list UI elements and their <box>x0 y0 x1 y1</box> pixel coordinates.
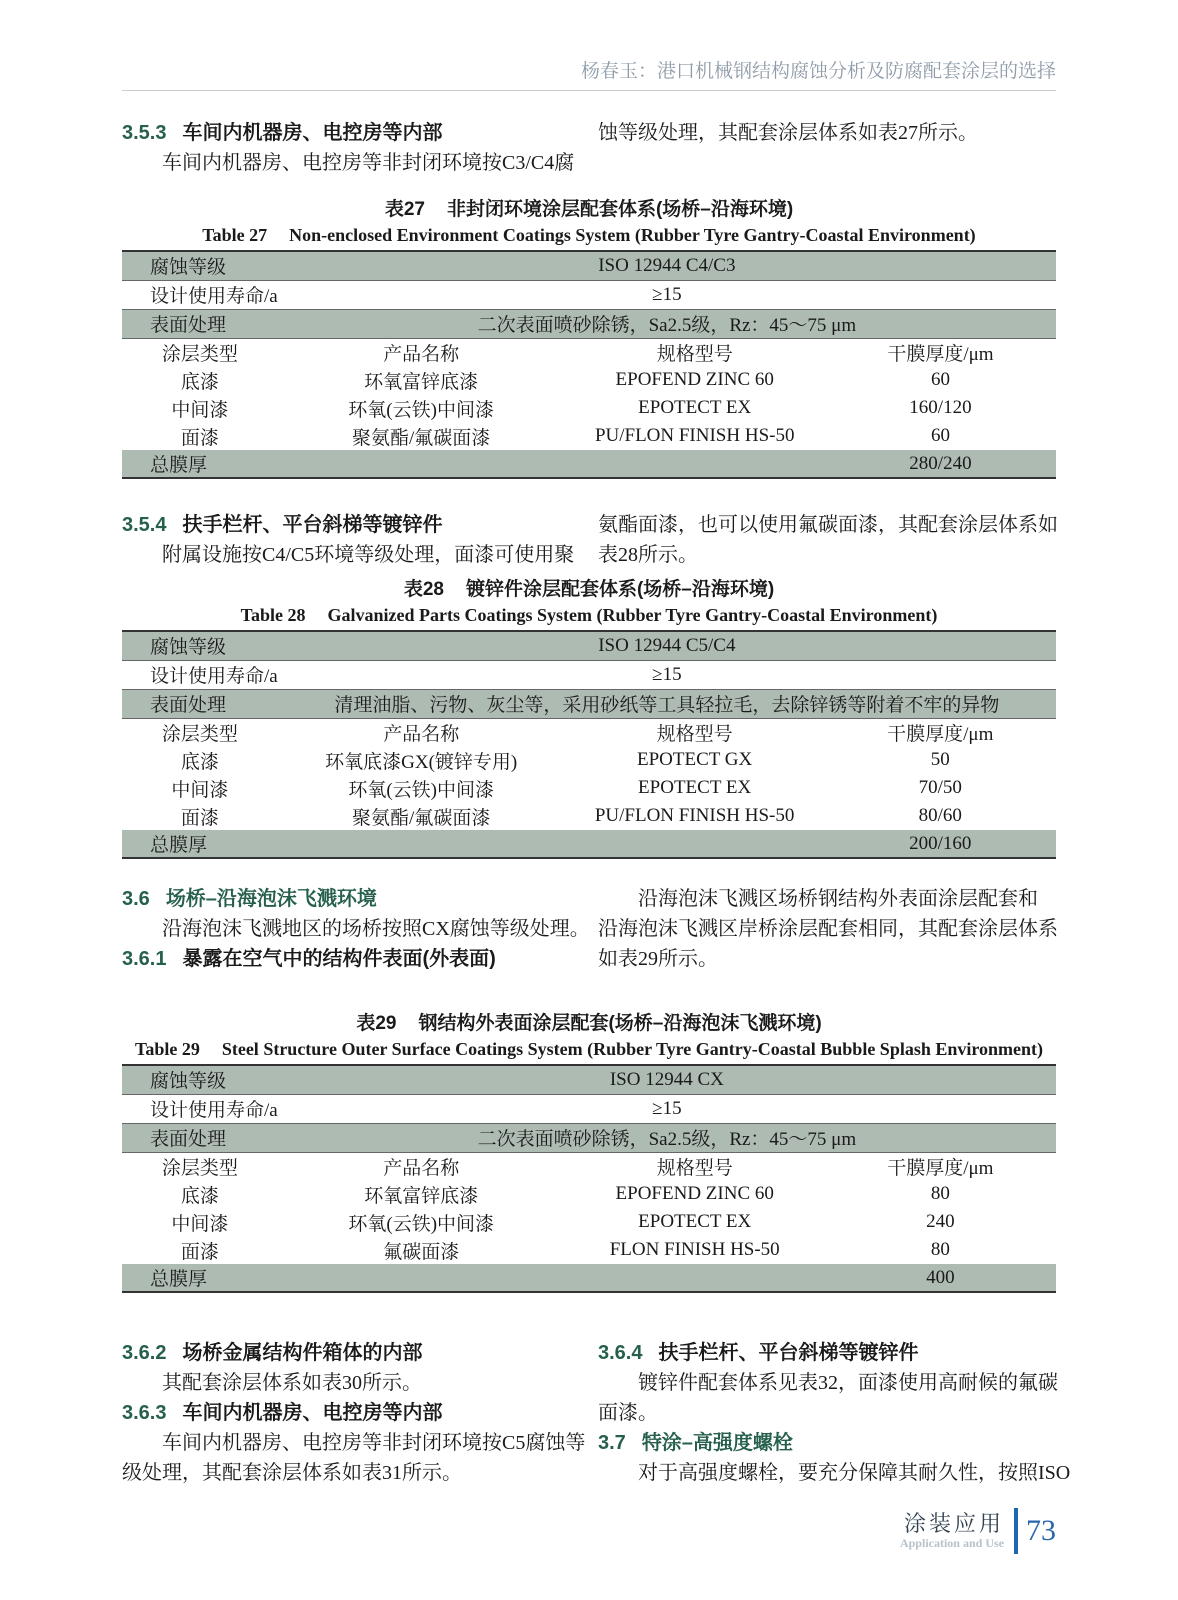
page-footer <box>900 1508 1056 1554</box>
table-row <box>122 366 1056 394</box>
left-column <box>122 1338 586 1488</box>
paragraph-line: 车间内机器房、电控房等非封闭环境按C5腐蚀等 <box>162 1432 586 1454</box>
empty-cell <box>278 450 565 478</box>
header-rule <box>122 90 1056 91</box>
info-value: ISO 12944 C4/C3 <box>278 251 1056 280</box>
section-heading <box>122 510 580 540</box>
data-cell: 氟碳面漆 <box>383 1241 460 1263</box>
data-cell: 80 <box>930 1183 950 1204</box>
table-row <box>122 1180 1056 1208</box>
section-title: 暴露在空气中的结构件表面(外表面) <box>182 948 496 970</box>
section-title: 特涂–高强度螺栓 <box>641 1432 793 1454</box>
section-title: 扶手栏杆、平台斜梯等镀锌件 <box>182 514 443 536</box>
info-label: 设计使用寿命/a <box>122 280 278 309</box>
table-total-row <box>122 830 1056 858</box>
info-label: 表面处理 <box>122 689 278 718</box>
data-cell: EPOFEND ZINC 60 <box>615 1183 774 1204</box>
data-cell: 聚氨酯/氟碳面漆 <box>351 427 491 449</box>
data-cell: 60 <box>930 369 950 390</box>
paragraph-line: 沿海泡沫飞溅地区的场桥按照CX腐蚀等级处理。 <box>162 918 590 940</box>
column-header: 涂层类型 <box>161 1157 238 1179</box>
table-title-en-text: Non-enclosed Environment Coatings System (Rubber Tyre Gantry-Coastal Environment) <box>289 225 976 245</box>
table-row <box>122 251 1056 280</box>
paragraph-line: 沿海泡沫飞溅区场桥钢结构外表面涂层配套和 <box>638 888 1038 910</box>
table-row <box>122 422 1056 450</box>
section-title: 场桥–沿海泡沫飞溅环境 <box>165 888 377 910</box>
data-cell: EPOFEND ZINC 60 <box>615 369 774 390</box>
data-cell: 面漆 <box>180 1241 219 1263</box>
data-cell: 面漆 <box>180 807 219 829</box>
info-value: ≥15 <box>278 280 1056 309</box>
table-row <box>122 774 1056 802</box>
table-number-zh: 表27 <box>384 199 425 220</box>
data-cell: 环氧(云铁)中间漆 <box>348 399 494 421</box>
table-title-zh <box>122 198 1056 222</box>
footer-section-titles <box>900 1512 1004 1550</box>
data-cell: 240 <box>926 1211 955 1232</box>
section-number: 3.6.3 <box>122 1402 167 1424</box>
info-value: ≥15 <box>278 1094 1056 1123</box>
section-number: 3.5.3 <box>122 122 167 144</box>
empty-cell <box>565 1264 825 1292</box>
info-label: 腐蚀等级 <box>122 631 278 660</box>
data-cell: 底漆 <box>180 1185 219 1207</box>
column-header: 涂层类型 <box>161 343 238 365</box>
table-row <box>122 1123 1056 1152</box>
table-28-container <box>122 578 1056 859</box>
info-value: 清理油脂、污物、灰尘等，采用砂纸等工具轻拉毛，去除锌锈等附着不牢的异物 <box>278 689 1056 718</box>
footer-divider-bar <box>1014 1508 1018 1554</box>
table-row <box>122 1236 1056 1264</box>
total-value: 400 <box>825 1264 1056 1292</box>
table-header-row <box>122 718 1056 746</box>
data-cell: 80 <box>930 1239 950 1260</box>
empty-cell <box>565 830 825 858</box>
data-cell: 环氧(云铁)中间漆 <box>348 779 495 801</box>
paragraph-line: 附属设施按C4/C5环境等级处理，面漆可使用聚 <box>162 544 575 566</box>
data-cell: 中间漆 <box>171 1213 229 1235</box>
table-title-en <box>122 602 1056 628</box>
column-header: 规格型号 <box>656 343 733 365</box>
paragraph-line: 表28所示。 <box>598 544 698 566</box>
table-row <box>122 746 1056 774</box>
total-label: 总膜厚 <box>122 1264 278 1292</box>
running-head: 杨春玉：港口机械钢结构腐蚀分析及防腐配套涂层的选择 <box>580 61 1056 82</box>
data-cell: 环氧富锌底漆 <box>364 1185 479 1207</box>
info-label: 表面处理 <box>122 1123 278 1152</box>
section-heading <box>122 1398 580 1428</box>
empty-cell <box>565 450 825 478</box>
column-header: 干膜厚度/μm <box>887 343 994 365</box>
table-title-zh <box>122 1012 1056 1036</box>
table-27 <box>122 250 1056 479</box>
page-number: 73 <box>1026 1514 1056 1547</box>
data-cell: 60 <box>930 425 950 446</box>
table-number-en: Table 29 <box>134 1039 200 1059</box>
section-heading <box>122 1338 580 1368</box>
data-cell: EPOTECT EX <box>638 397 752 418</box>
data-cell: EPOTECT EX <box>638 1211 752 1232</box>
column-header: 规格型号 <box>656 723 733 745</box>
right-column <box>598 1338 1071 1488</box>
table-row <box>122 1065 1056 1094</box>
paragraph-line: 对于高强度螺栓，要充分保障其耐久性，按照ISO <box>638 1462 1071 1484</box>
total-label: 总膜厚 <box>122 830 278 858</box>
data-cell: 环氧底漆GX(镀锌专用) <box>325 751 518 773</box>
footer-section-zh: 涂装应用 <box>903 1511 1004 1536</box>
column-header: 涂层类型 <box>161 723 238 745</box>
left-column <box>122 884 590 974</box>
data-cell: 中间漆 <box>171 779 229 801</box>
paragraph-line: 车间内机器房、电控房等非封闭环境按C3/C4腐 <box>162 152 575 174</box>
data-cell: 70/50 <box>918 777 962 798</box>
section-title: 车间内机器房、电控房等内部 <box>182 1402 443 1424</box>
table-title-en-text: Galvanized Parts Coatings System (Rubber Tyre Gantry-Coastal Environment) <box>327 605 938 625</box>
left-column <box>122 510 580 570</box>
info-label: 腐蚀等级 <box>122 251 278 280</box>
table-number-en: Table 28 <box>240 605 306 625</box>
total-value: 280/240 <box>825 450 1056 478</box>
column-header: 产品名称 <box>383 343 460 365</box>
info-value: ISO 12944 CX <box>278 1065 1056 1094</box>
paragraph-line: 如表29所示。 <box>598 948 718 970</box>
info-label: 表面处理 <box>122 309 278 338</box>
table-row <box>122 280 1056 309</box>
table-header-row <box>122 1152 1056 1180</box>
section-number: 3.7 <box>598 1432 626 1454</box>
table-total-row <box>122 450 1056 478</box>
section-title: 场桥金属结构件箱体的内部 <box>182 1342 423 1364</box>
section-heading <box>122 884 580 914</box>
empty-cell <box>278 830 565 858</box>
data-cell: PU/FLON FINISH HS-50 <box>594 805 795 826</box>
paragraph-line: 镀锌件配套体系见表32，面漆使用高耐候的氟碳 <box>638 1372 1058 1394</box>
section-title: 车间内机器房、电控房等内部 <box>182 122 443 144</box>
section-heading <box>122 944 580 974</box>
section-heading <box>122 118 580 148</box>
table-header-row <box>122 338 1056 366</box>
section-number: 3.6 <box>122 888 150 910</box>
table-title-zh-text: 非封闭环境涂层配套体系(场桥–沿海环境) <box>446 199 794 220</box>
paragraph-line: 级处理，其配套涂层体系如表31所示。 <box>122 1462 462 1484</box>
table-title-zh-text: 钢结构外表面涂层配套(场桥–沿海泡沫飞溅环境) <box>418 1013 822 1034</box>
section-number: 3.6.1 <box>122 948 167 970</box>
info-label: 腐蚀等级 <box>122 1065 278 1094</box>
section-number: 3.6.4 <box>598 1342 643 1364</box>
table-number-zh: 表29 <box>356 1013 397 1034</box>
table-row <box>122 631 1056 660</box>
data-cell: 160/120 <box>909 397 972 418</box>
data-cell: 50 <box>930 749 950 770</box>
table-row <box>122 1208 1056 1236</box>
column-header: 干膜厚度/μm <box>887 1157 994 1179</box>
data-cell: PU/FLON FINISH HS-50 <box>594 425 795 446</box>
column-header: 规格型号 <box>656 1157 733 1179</box>
data-cell: EPOTECT EX <box>638 777 752 798</box>
total-label: 总膜厚 <box>122 450 278 478</box>
table-title-zh <box>122 578 1056 602</box>
table-total-row <box>122 1264 1056 1292</box>
info-value: ≥15 <box>278 660 1056 689</box>
column-header: 干膜厚度/μm <box>887 723 994 745</box>
data-cell: EPOTECT GX <box>637 749 753 770</box>
right-column <box>598 118 1056 148</box>
total-value: 200/160 <box>825 830 1056 858</box>
column-header: 产品名称 <box>383 723 460 745</box>
info-value: 二次表面喷砂除锈，Sa2.5级，Rz：45～75 μm <box>278 309 1056 338</box>
paragraph-line: 氨酯面漆，也可以使用氟碳面漆，其配套涂层体系如 <box>598 514 1058 536</box>
table-row <box>122 309 1056 338</box>
paragraph-line: 其配套涂层体系如表30所示。 <box>162 1372 422 1394</box>
data-cell: 聚氨酯/氟碳面漆 <box>352 807 491 829</box>
data-cell: FLON FINISH HS-50 <box>609 1239 780 1260</box>
info-value: 二次表面喷砂除锈，Sa2.5级，Rz：45～75 μm <box>278 1123 1056 1152</box>
section-number: 3.5.4 <box>122 514 167 536</box>
data-cell: 环氧(云铁)中间漆 <box>348 1213 495 1235</box>
data-cell: 中间漆 <box>171 399 229 421</box>
table-title-zh-text: 镀锌件涂层配套体系(场桥–沿海环境) <box>465 579 775 600</box>
table-29 <box>122 1064 1056 1293</box>
section-heading <box>598 1338 1056 1368</box>
data-cell: 底漆 <box>180 371 219 393</box>
table-title-en-text: Steel Structure Outer Surface Coatings System (Rubber Tyre Gantry-Coastal Bubble Splash Environment) <box>221 1039 1044 1059</box>
table-row <box>122 1094 1056 1123</box>
data-cell: 80/60 <box>918 805 962 826</box>
table-row <box>122 660 1056 689</box>
info-value: ISO 12944 C5/C4 <box>278 631 1056 660</box>
table-row <box>122 689 1056 718</box>
table-row <box>122 802 1056 830</box>
left-column <box>122 118 580 178</box>
table-28 <box>122 630 1056 859</box>
section-heading <box>598 1428 1056 1458</box>
right-column <box>598 510 1056 570</box>
right-column <box>598 884 1056 974</box>
info-label: 设计使用寿命/a <box>122 660 278 689</box>
data-cell: 底漆 <box>180 751 219 773</box>
section-number: 3.6.2 <box>122 1342 167 1364</box>
data-cell: 环氧富锌底漆 <box>364 371 479 393</box>
table-title-en <box>122 222 1056 248</box>
table-title-en <box>122 1036 1056 1062</box>
table-27-container <box>122 198 1056 479</box>
info-label: 设计使用寿命/a <box>122 1094 278 1123</box>
section-title: 扶手栏杆、平台斜梯等镀锌件 <box>658 1342 919 1364</box>
footer-section-en: Application and Use <box>899 1536 1004 1550</box>
data-cell: 面漆 <box>180 427 219 449</box>
table-number-en: Table 27 <box>202 225 268 245</box>
table-29-container <box>122 1012 1056 1293</box>
table-row <box>122 394 1056 422</box>
paragraph-line: 蚀等级处理，其配套涂层体系如表27所示。 <box>598 122 978 144</box>
column-header: 产品名称 <box>383 1157 460 1179</box>
paragraph-line: 面漆。 <box>598 1402 658 1424</box>
table-number-zh: 表28 <box>403 579 444 600</box>
paragraph-line: 沿海泡沫飞溅区岸桥涂层配套相同，其配套涂层体系 <box>598 918 1058 940</box>
empty-cell <box>278 1264 565 1292</box>
